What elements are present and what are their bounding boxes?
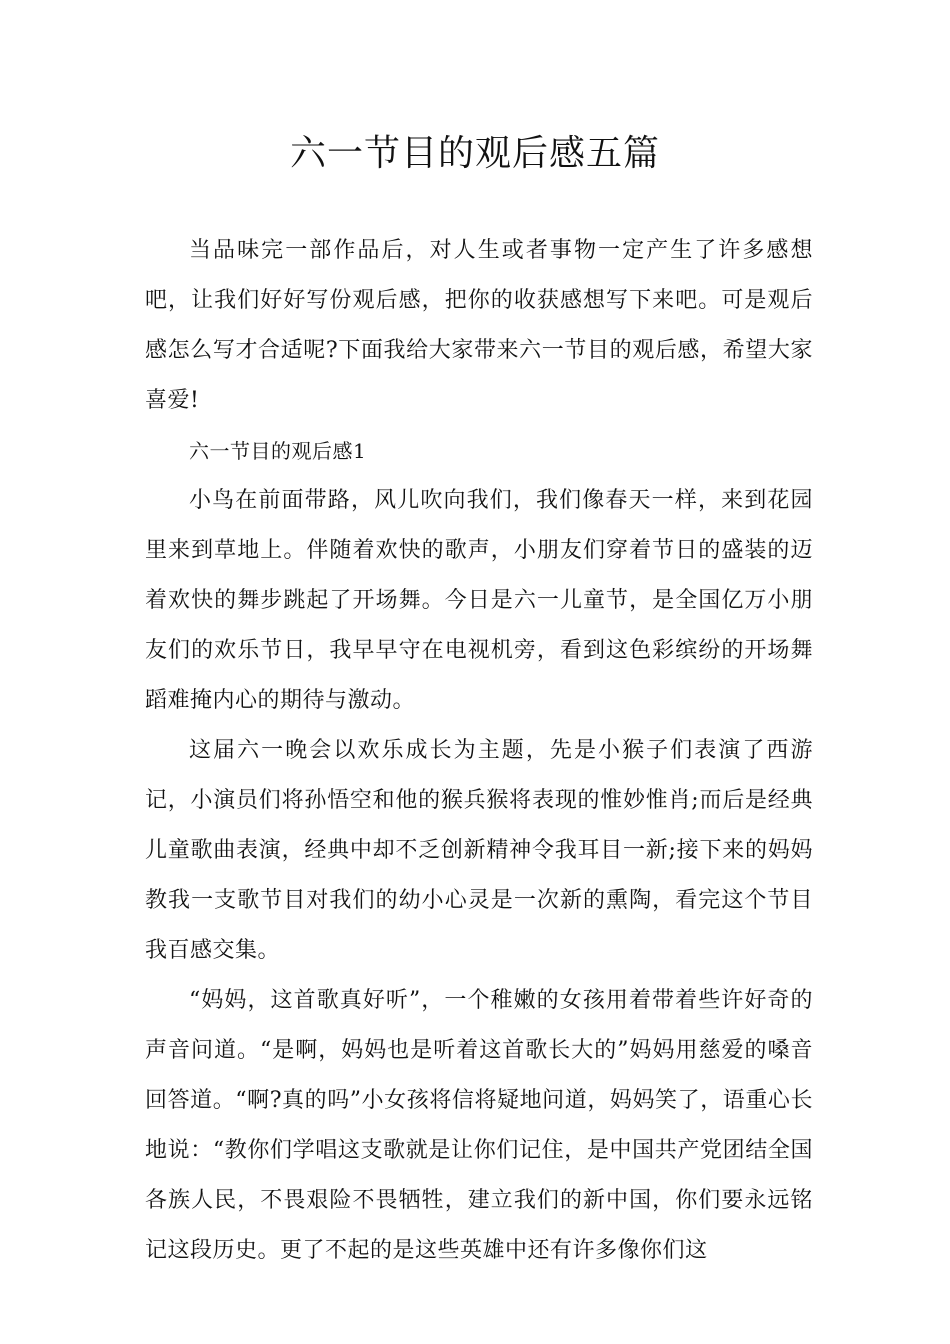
body-paragraph: “妈妈，这首歌真好听”，一个稚嫩的女孩用着带着些许好奇的声音问道。“是啊，妈妈也是听着这首歌长大的”妈妈用慈爱的嗓音回答道。“啊?真的吗”小女孩将信将疑地问道，妈妈笑了，语重心长地说：“教你们学唱这支歌就是让你们记住，是中国共产党团结全国各族人民，不畏艰险不畏牺牲，建立我们的新中国，你们要永远铭记这段历史。更了不起的是这些英雄中还有许多像你们这 [145,988,813,1263]
body-paragraph: 这届六一晚会以欢乐成长为主题，先是小猴子们表演了西游记，小演员们将孙悟空和他的猴兵猴将表现的惟妙惟肖;而后是经典儿童歌曲表演，经典中却不乏创新精神令我耳目一新;接下来的妈妈教我一支歌节目对我们的幼小心灵是一次新的熏陶，看完这个节目我百感交集。 [145,738,813,963]
page-title: 六一节目的观后感五篇 [289,133,660,174]
document-body [145,226,813,1276]
section-heading: 六一节目的观后感1 [189,439,367,463]
body-paragraph: 小鸟在前面带路，风儿吹向我们，我们像春天一样，来到花园里来到草地上。伴随着欢快的歌声，小朋友们穿着节日的盛装的迈着欢快的舞步跳起了开场舞。今日是六一儿童节，是全国亿万小朋友们的欢乐节日，我早早守在电视机旁，看到这色彩缤纷的开场舞蹈难掩内心的期待与激动。 [145,488,813,713]
intro-paragraph: 当品味完一部作品后，对人生或者事物一定产生了许多感想吧，让我们好好写份观后感，把你的收获感想写下来吧。可是观后感怎么写才合适呢?下面我给大家带来六一节目的观后感，希望大家喜爱! [145,238,813,413]
